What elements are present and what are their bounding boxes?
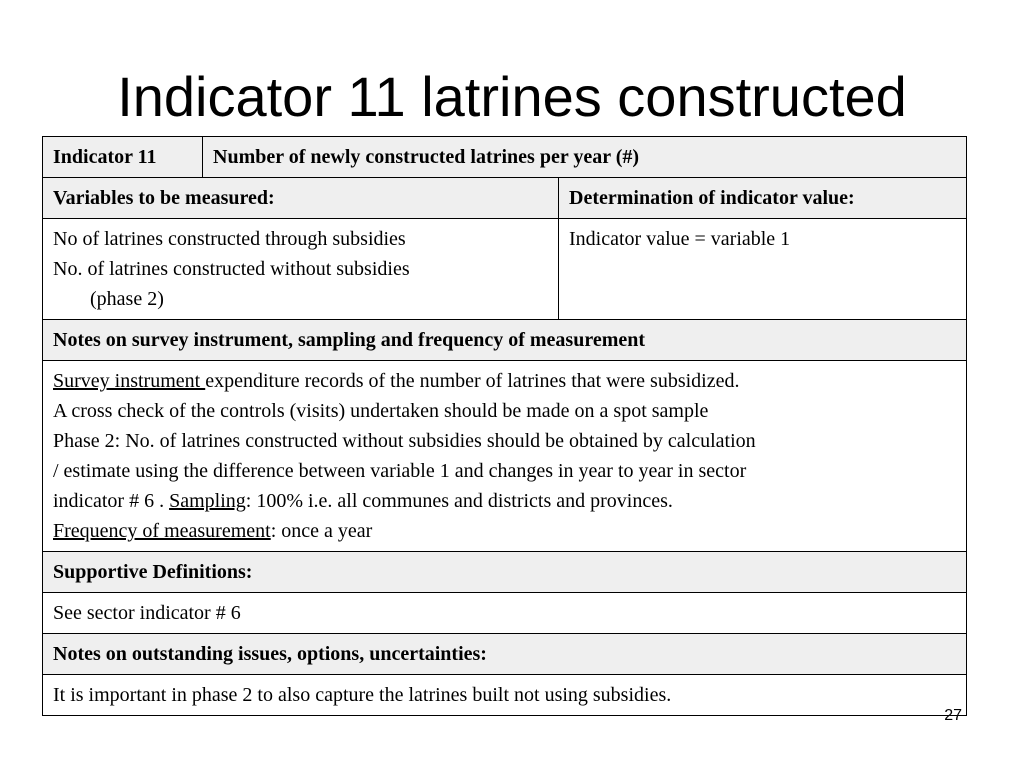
sampling-prefix: indicator # 6 . (53, 490, 170, 512)
issues-header-cell (43, 634, 967, 675)
determination-header: Determination of indicator value: (569, 187, 855, 209)
definitions-header-row (43, 552, 967, 593)
variables-cell (43, 219, 559, 320)
definitions-header-cell (43, 552, 967, 593)
frequency-line (53, 516, 956, 546)
sampling-label: Sampling (169, 490, 246, 512)
page-number: 27 (944, 707, 962, 724)
issues-cell (43, 675, 967, 716)
issues-row (43, 675, 967, 716)
determination-header-cell (559, 178, 967, 219)
definitions-text: See sector indicator # 6 (53, 602, 241, 624)
indicator-value: Number of newly constructed latrines per year (#) (213, 146, 640, 168)
variable-2: No. of latrines constructed without subsidies (53, 258, 410, 280)
survey-line (53, 366, 956, 396)
notes-cell (43, 361, 967, 552)
variables-header-cell (43, 178, 559, 219)
variable-2-phase: (phase 2) (90, 288, 164, 310)
issues-header-row (43, 634, 967, 675)
variables-row (43, 219, 967, 320)
cross-check-line: A cross check of the controls (visits) undertaken should be made on a spot sample (53, 400, 709, 422)
definitions-header: Supportive Definitions: (53, 561, 253, 583)
definitions-row (43, 593, 967, 634)
variables-header: Variables to be measured: (53, 187, 275, 209)
notes-header-row (43, 320, 967, 361)
frequency-text: : once a year (270, 520, 373, 542)
indicator-label: Indicator 11 (53, 146, 157, 168)
indicator-table (42, 136, 967, 716)
indicator-value-cell (203, 137, 967, 178)
definitions-cell (43, 593, 967, 634)
determination-text: Indicator value = variable 1 (569, 228, 791, 250)
survey-instrument-text: expenditure records of the number of latrines that were subsidized. (205, 370, 740, 392)
notes-header: Notes on survey instrument, sampling and frequency of measurement (53, 329, 646, 351)
phase2-line: Phase 2: No. of latrines constructed without subsidies should be obtained by calculation (53, 430, 756, 452)
indicator-row (43, 137, 967, 178)
variable-1: No of latrines constructed through subsidies (53, 228, 406, 250)
slide-title: Indicator 11 latrines constructed (117, 65, 907, 128)
notes-row (43, 361, 967, 552)
indicator-label-cell (43, 137, 203, 178)
issues-text: It is important in phase 2 to also capture the latrines built not using subsidies. (53, 684, 672, 706)
determination-cell (559, 219, 967, 320)
survey-instrument-label: Survey instrument (53, 370, 206, 392)
frequency-label: Frequency of measurement (53, 520, 271, 542)
estimate-line: / estimate using the difference between variable 1 and changes in year to year in sector (53, 460, 747, 482)
sampling-text: : 100% i.e. all communes and districts and provinces. (245, 490, 673, 512)
notes-header-cell (43, 320, 967, 361)
issues-header: Notes on outstanding issues, options, uncertainties: (53, 643, 487, 665)
variables-header-row (43, 178, 967, 219)
sampling-line (53, 486, 956, 516)
